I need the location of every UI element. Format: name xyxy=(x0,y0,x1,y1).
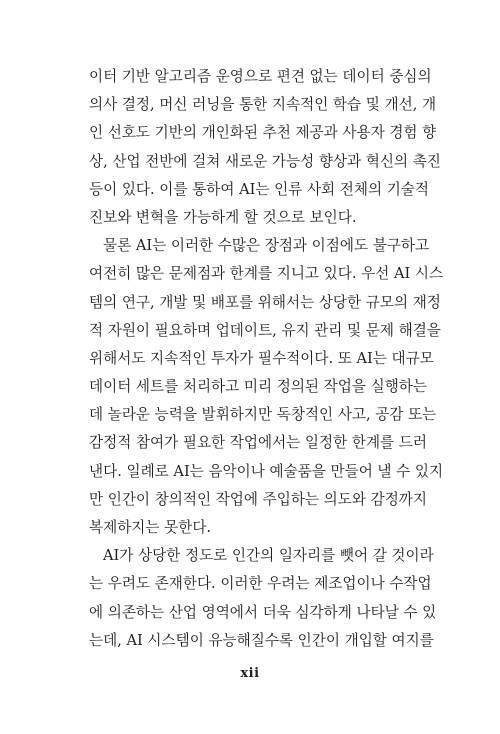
body-text xyxy=(89,63,444,655)
text-line: 는데, AI 시스템이 유능해질수록 인간이 개입할 여지를 xyxy=(89,631,434,649)
text-line: 이터 기반 알고리즘 운영으로 편견 없는 데이터 중심의 xyxy=(89,68,432,85)
text-line: 복제하지는 못한다. xyxy=(89,519,212,536)
text-line: 감정적 참여가 필요한 작업에서는 일정한 한계를 드러 xyxy=(89,434,427,452)
text-line: 물론 AI는 이러한 수많은 장점과 이점에도 불구하고 xyxy=(103,237,430,255)
text-line: 여전히 많은 문제점과 한계를 지니고 있다. 우선 AI 시스 xyxy=(89,265,444,283)
text-line: 적 자원이 필요하며 업데이트, 유지 관리 및 문제 해결을 xyxy=(89,321,441,339)
text-line: 진보와 변혁을 가능하게 할 것으로 보인다. xyxy=(89,208,357,226)
text-line: 의사 결정, 머신 러닝을 통한 지속적인 학습 및 개선, 개 xyxy=(89,96,437,114)
text-line: 템의 연구, 개발 및 배포를 위해서는 상당한 규모의 재정 xyxy=(89,293,441,311)
page-number: xii xyxy=(240,666,260,681)
text-line: AI가 상당한 정도로 인간의 일자리를 뺏어 갈 것이라 xyxy=(103,547,434,565)
text-line: 만 인간이 창의적인 작업에 주입하는 의도와 감정까지 xyxy=(89,490,427,508)
text-line: 에 의존하는 산업 영역에서 더욱 심각하게 나타날 수 있 xyxy=(89,603,437,621)
text-line: 는 우려도 존재한다. 이러한 우려는 제조업이나 수작업 xyxy=(89,575,432,593)
text-line: 낸다. 일례로 AI는 음악이나 예술품을 만들어 낼 수 있지 xyxy=(89,462,444,480)
text-line: 상, 산업 전반에 걸쳐 새로운 가능성 향상과 혁신의 촉진 xyxy=(89,152,441,170)
text-line: 데 놀라운 능력을 발휘하지만 독창적인 사고, 공감 또는 xyxy=(89,406,437,424)
text-line: 등이 있다. 이를 통하여 AI는 인류 사회 전체의 기술적 xyxy=(89,180,430,198)
text-line: 인 선호도 기반의 개인화된 추천 제공과 사용자 경험 향 xyxy=(89,124,437,142)
text-line: 데이터 세트를 처리하고 미리 정의된 작업을 실행하는 xyxy=(89,378,427,396)
text-line: 위해서도 지속적인 투자가 필수적이다. 또 AI는 대규모 xyxy=(89,349,434,367)
